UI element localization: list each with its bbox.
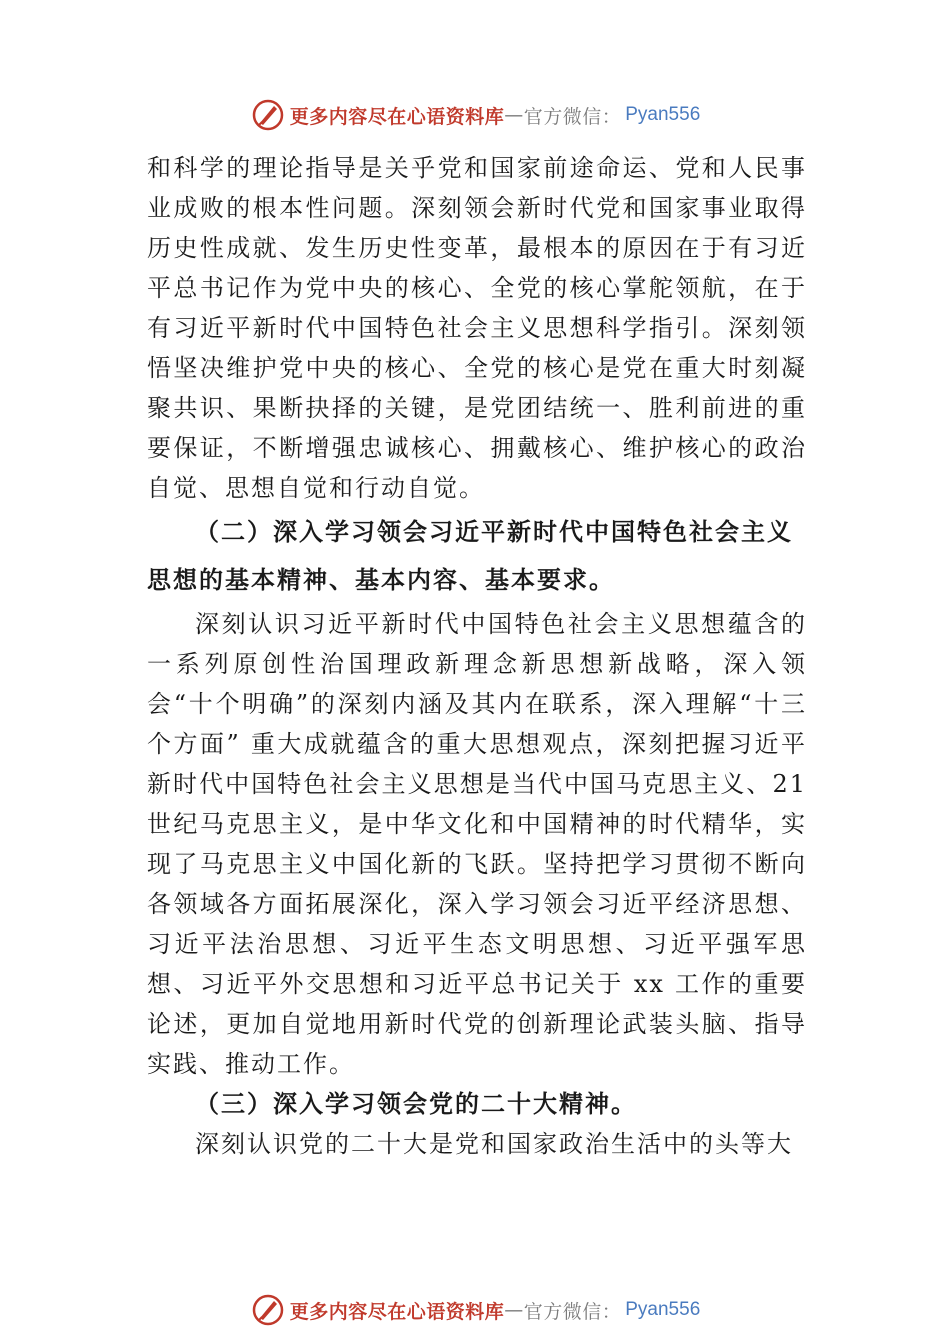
pen-quill-icon [250, 97, 286, 133]
footer-wechat-id: Pyan556 [625, 1299, 701, 1320]
banner-dash: — [504, 104, 524, 126]
banner-wechat-label: 官方微信： [523, 105, 622, 128]
banner-title: 更多内容尽在心语资料库 [289, 105, 505, 128]
section-heading-3: （三）深入学习领会党的二十大精神。 [195, 1089, 637, 1118]
paragraph-2: 深刻认识习近平新时代中国特色社会主义思想蕴含的一系列原创性治国理政新理念新思想新战略，深入领会“十个明确”的深刻内涵及其内在联系，深入理解“十三个方面” 重大成就蕴含的重大思想观点，深刻把握习近平新时代中国特色社会主义思想是当代中国马克思主义、21世纪马克思主义，是中华文化和中国精神的时代精华，实现了马克思主义中国化新的飞跃。坚持把学习贯彻不断向各领域各方面拓展深化，深入学习领会习近平经济思想、习近平法治思想、习近平生态文明思想、习近平强军思想、习近平外交思想和习近平总书记关于 xx 工作的重要论述，更加自觉地用新时代党的创新理论武装头脑、指导实践、推动工作。 [147, 610, 807, 1078]
paragraph-1: 和科学的理论指导是关乎党和国家前途命运、党和人民事业成败的根本性问题。深刻领会新时代党和国家事业取得历史性成就、发生历史性变革，最根本的原因在于有习近平总书记作为党中央的核心、全党的核心掌舵领航，在于有习近平新时代中国特色社会主义思想科学指引。深刻领悟坚决维护党中央的核心、全党的核心是党在重大时刻凝聚共识、果断抉择的关键，是党团结统一、胜利前进的重要保证，不断增强忠诚核心、拥戴核心、维护核心的政治自觉、思想自觉和行动自觉。 [147, 154, 807, 502]
header-banner [0, 95, 950, 135]
paragraph-3: 深刻认识党的二十大是党和国家政治生活中的头等大 [195, 1130, 793, 1158]
footer-banner [0, 1290, 950, 1330]
section-heading-2: （二）深入学习领会习近平新时代中国特色社会主义思想的基本精神、基本内容、基本要求。 [147, 517, 793, 594]
footer-title: 更多内容尽在心语资料库 [289, 1300, 505, 1323]
document-body [147, 148, 807, 1164]
pen-quill-icon [250, 1292, 286, 1328]
footer-wechat-label: 官方微信： [523, 1300, 622, 1323]
banner-wechat-id: Pyan556 [625, 104, 701, 125]
footer-dash: — [504, 1299, 524, 1321]
